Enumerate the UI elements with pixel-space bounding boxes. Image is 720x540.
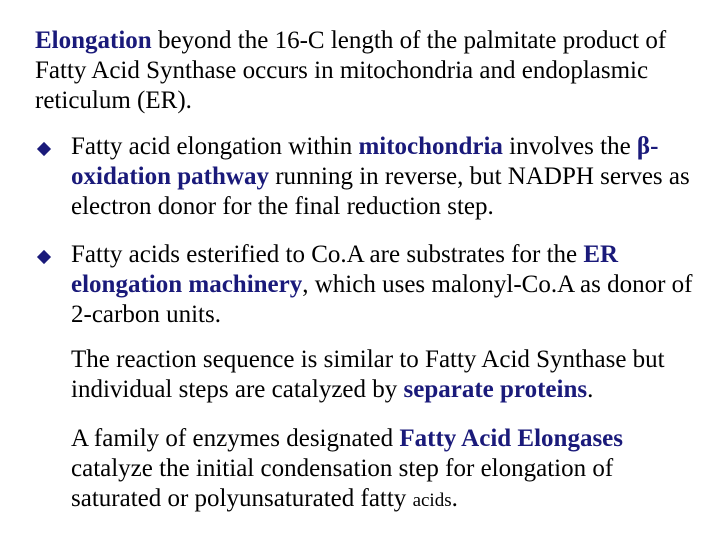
bullet-text: running in reverse, but NADPH serves as electron donor for the final reduction step. (71, 163, 690, 220)
bullet-mitochondria (71, 132, 706, 222)
bullet-er (71, 240, 706, 330)
separate-proteins-term: separate proteins (403, 376, 588, 403)
mitochondria-term: mitochondria (358, 133, 503, 160)
family-text: . (451, 485, 458, 512)
acids-word: acids (412, 490, 452, 511)
diamond-bullet-icon (37, 250, 51, 264)
er-machinery-term: ER elongation machinery (71, 241, 619, 298)
elongases-term: Fatty Acid Elongases (399, 425, 624, 452)
intro-text: beyond the 16-C length of the palmitate product of Fatty Acid Synthase occurs in mitochondria and endoplasmic reticulum (ER). (35, 27, 667, 114)
beta-oxidation-term: β-oxidation pathway (71, 133, 659, 190)
family-text: catalyze the initial condensation step for elongation of saturated or polyunsaturated fatty (71, 455, 614, 512)
bullet-text: Fatty acids esterified to Co.A are substrates for the (71, 241, 584, 268)
elongase-paragraph (71, 424, 706, 516)
diamond-bullet-icon (37, 142, 51, 156)
reaction-text: The reaction sequence is similar to Fatty Acid Synthase but individual steps are catalyzed by (71, 346, 665, 403)
bullet-text: , which uses malonyl-Co.A as donor of 2-carbon units. (71, 271, 693, 328)
reaction-paragraph (71, 345, 711, 405)
bullet-text: Fatty acid elongation within (71, 133, 359, 160)
elongation-term: Elongation (35, 27, 152, 54)
reaction-text: . (587, 376, 594, 403)
intro-paragraph (35, 26, 700, 116)
family-text: A family of enzymes designated (71, 425, 400, 452)
bullet-text: involves the (502, 133, 637, 160)
